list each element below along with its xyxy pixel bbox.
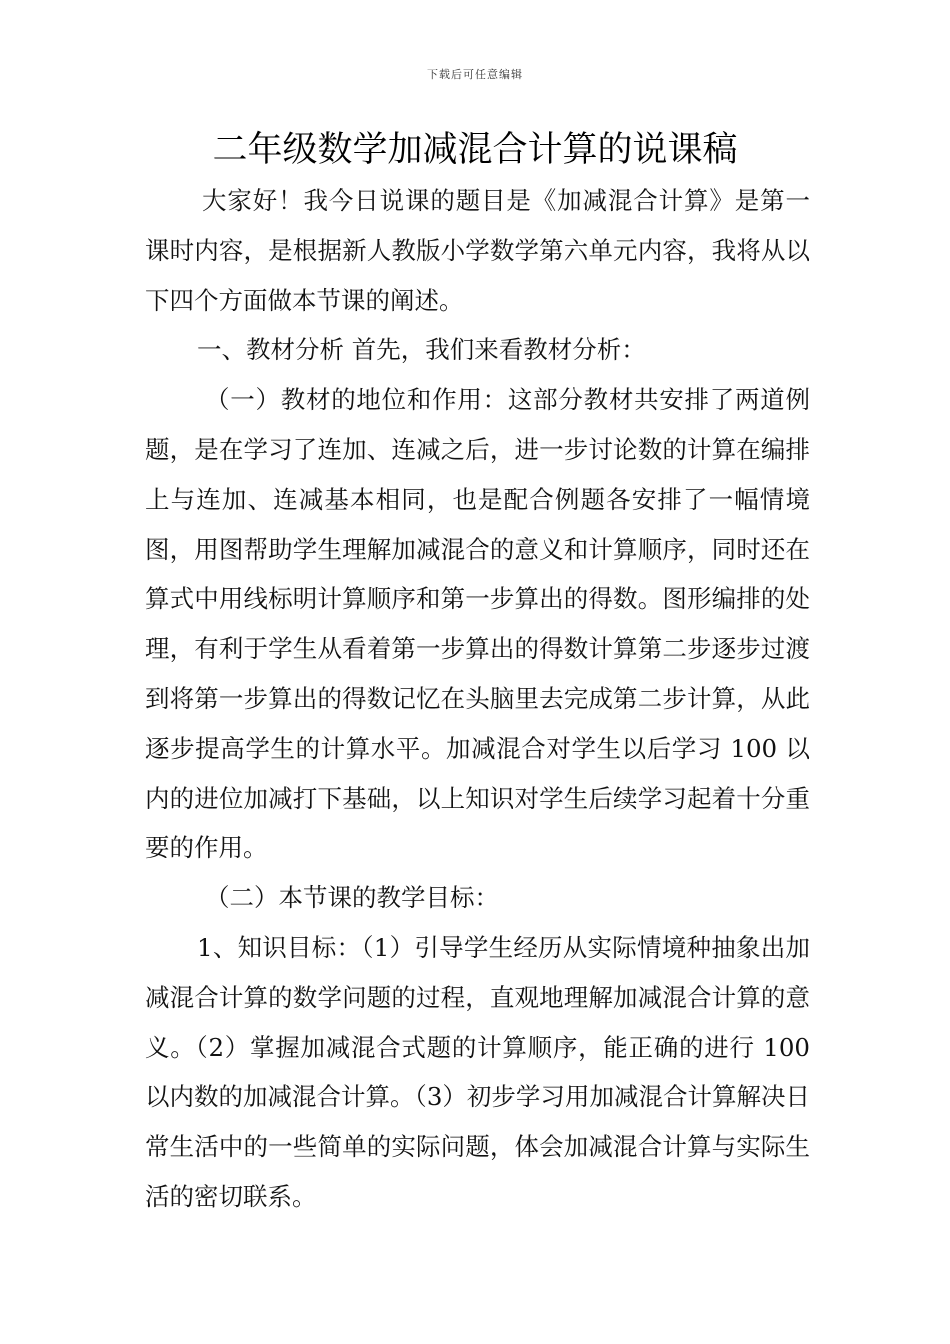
paragraph-intro: 大家好！我今日说课的题目是《加减混合计算》是第一课时内容，是根据新人教版小学数学第六单元内容，我将从以下四个方面做本节课的阐述。 xyxy=(145,186,810,315)
paragraph-material-role: （一）教材的地位和作用：这部分教材共安排了两道例题，是在学习了连加、连减之后，进一步讨论数的计算在编排上与连加、连减基本相同，也是配合例题各安排了一幅情境图，用图帮助学生理解加减混合的意义和计算顺序，同时还在算式中用线标明计算顺序和第一步算出的得数。图形编排的处理，有利于学生从看着第一步算出的得数计算第二步逐步过渡到将第一步算出的得数记忆在头脑里去完成第二步计算，从此逐步提高学生的计算水平。加减混合对学生以后学习 100 以内的进位加减打下基础，以上知识对学生后续学习起着十分重要的作用。 xyxy=(145,385,810,863)
paragraph-goals-heading: （二）本节课的教学目标： xyxy=(205,883,499,913)
paragraph-knowledge-goals: 1、知识目标：（1）引导学生经历从实际情境种抽象出加减混合计算的数学问题的过程，直观地理解加减混合计算的意义。（2）掌握加减混合式题的计算顺序，能正确的进行 100 以内数的加减混合计算。（3）初步学习用加减混合计算解决日常生活中的一些简单的实际问题，体会加减混合计算与实际生活的密切联系。 xyxy=(145,932,810,1211)
document-title: 二年级数学加减混合计算的说课稿 xyxy=(212,130,738,170)
header-note: 下载后可任意编辑 xyxy=(427,68,523,81)
document-body xyxy=(145,176,810,1222)
paragraph-section-heading: 一、教材分析 首先，我们来看教材分析： xyxy=(197,335,646,365)
